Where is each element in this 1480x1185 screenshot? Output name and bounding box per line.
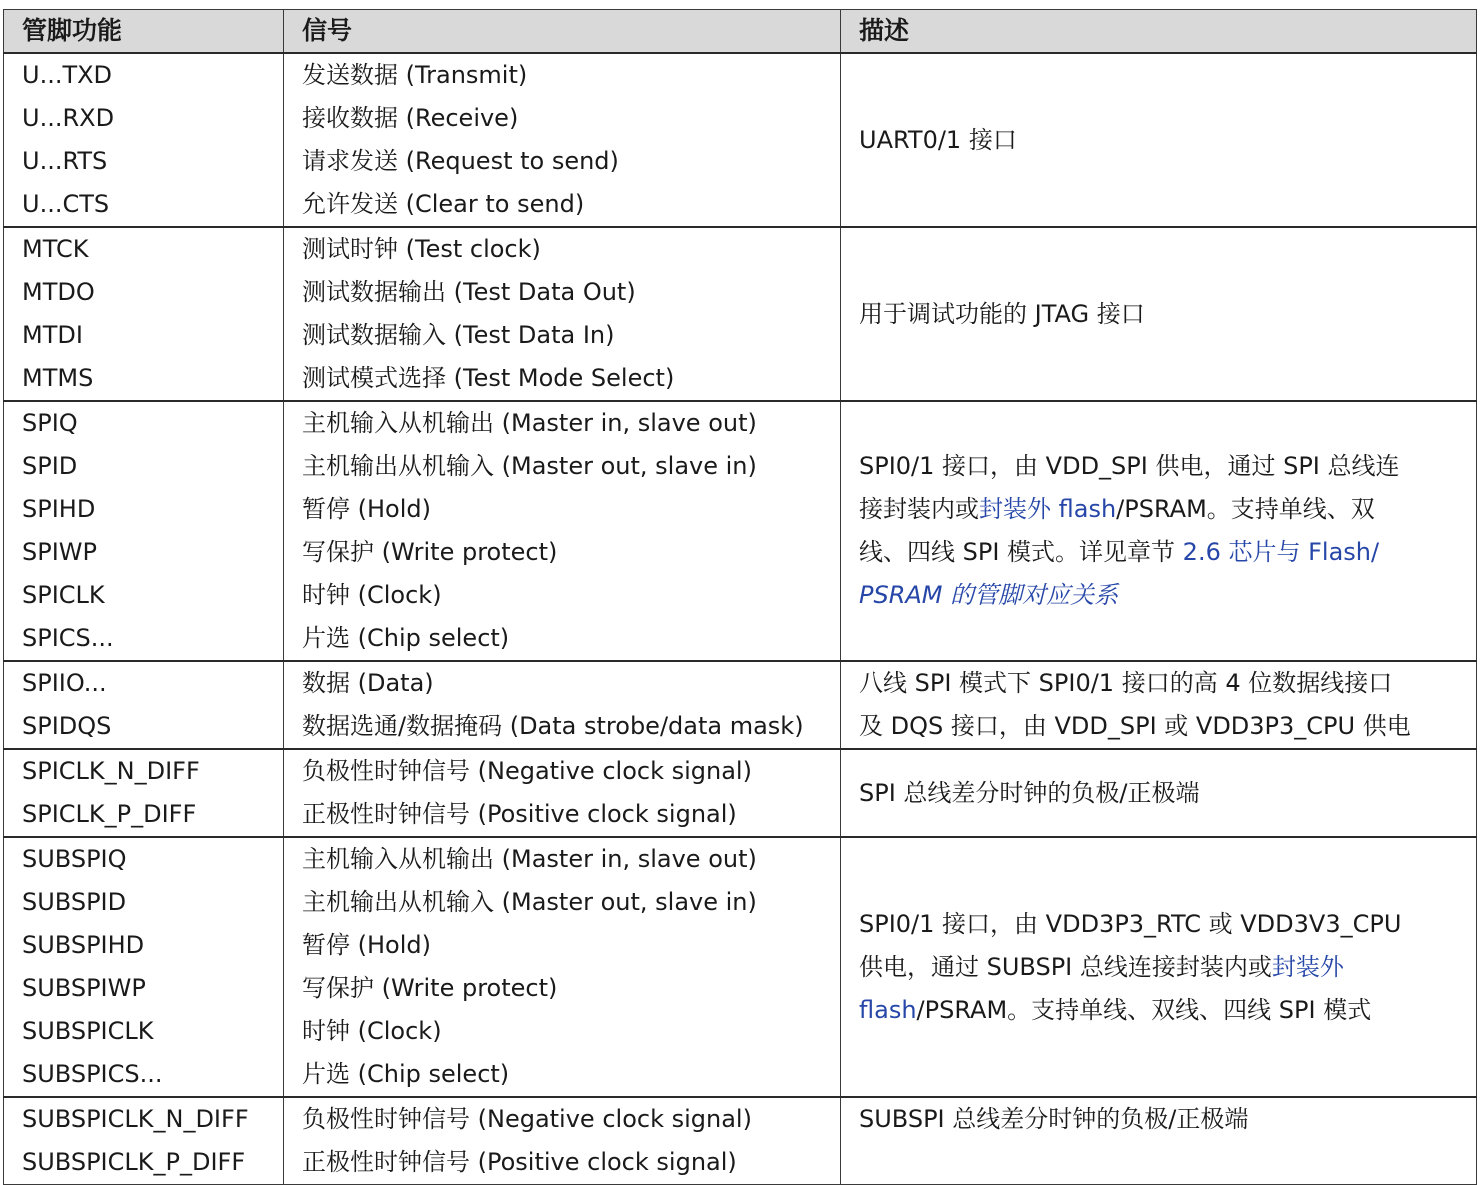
- pin-name: SPICLK: [22, 581, 105, 609]
- header-description: 描述: [841, 10, 1477, 54]
- description-text: SPI0/1 接口，由 VDD_SPI 供电，通过 SPI 总线连: [859, 452, 1400, 480]
- description-text: 线、四线 SPI 模式。详见章节: [859, 538, 1183, 566]
- description-line: [859, 488, 1458, 531]
- signal-name: 测试数据输出 (Test Data Out): [302, 278, 636, 306]
- pin-name: MTCK: [22, 235, 89, 263]
- section-reference-link[interactable]: 2.6 芯片与 Flash/: [1182, 538, 1380, 566]
- signal-name: 允许发送 (Clear to send): [302, 190, 585, 218]
- signal-name: 主机输入从机输出 (Master in, slave out): [302, 845, 757, 873]
- pin-name: SPICLK_P_DIFF: [22, 800, 197, 828]
- signal-name: 负极性时钟信号 (Negative clock signal): [302, 757, 752, 785]
- pin-name: SUBSPID: [22, 888, 127, 916]
- description-text: /PSRAM。支持单线、双线、四线 SPI 模式: [916, 995, 1372, 1024]
- signal-cell: [284, 837, 841, 1097]
- external-flash-link[interactable]: 封装外: [1271, 952, 1344, 981]
- description-line: [859, 946, 1458, 989]
- table-row-spi-octal: [4, 661, 1477, 749]
- pin-cell: [4, 227, 284, 401]
- description-cell: [841, 749, 1477, 837]
- description-cell: [841, 661, 1477, 749]
- header-row: [4, 10, 1477, 54]
- signal-name: 请求发送 (Request to send): [302, 147, 619, 175]
- pin-name: SPICS...: [22, 624, 114, 652]
- signal-name: 主机输出从机输入 (Master out, slave in): [302, 452, 757, 480]
- signal-name: 正极性时钟信号 (Positive clock signal): [302, 1148, 737, 1176]
- external-flash-link[interactable]: 封装外 flash: [979, 495, 1117, 523]
- pin-cell: [4, 53, 284, 227]
- pin-cell: [4, 401, 284, 661]
- pin-name: SPIDQS: [22, 712, 112, 740]
- description-line: [859, 445, 1458, 488]
- signal-name: 主机输入从机输出 (Master in, slave out): [302, 409, 757, 437]
- pin-name: SPID: [22, 452, 78, 480]
- table-row-subspi-diff-clock: [4, 1097, 1477, 1185]
- pin-name: SUBSPICLK_N_DIFF: [22, 1105, 249, 1133]
- description-text: 接封装内或: [859, 495, 979, 523]
- description-text: 用于调试功能的 JTAG 接口: [859, 299, 1145, 328]
- pin-name: SUBSPICLK: [22, 1017, 154, 1045]
- pin-name: SUBSPIHD: [22, 931, 145, 959]
- pin-name: U...TXD: [22, 61, 113, 89]
- header-pin-function: 管脚功能: [4, 10, 284, 54]
- signal-name: 测试模式选择 (Test Mode Select): [302, 364, 675, 392]
- description-text: 八线 SPI 模式下 SPI0/1 接口的高 4 位数据线接口: [859, 669, 1393, 697]
- pin-cell: [4, 661, 284, 749]
- signal-name: 正极性时钟信号 (Positive clock signal): [302, 800, 737, 828]
- pin-name: SPIIO...: [22, 669, 107, 697]
- pin-cell: [4, 837, 284, 1097]
- signal-cell: [284, 53, 841, 227]
- table-row-uart: [4, 53, 1477, 227]
- signal-name: 暂停 (Hold): [302, 495, 431, 523]
- pin-name: SPIQ: [22, 409, 78, 437]
- table-row-spi: [4, 401, 1477, 661]
- header-signal: 信号: [284, 10, 841, 54]
- description-cell: [841, 227, 1477, 401]
- pin-name: U...RTS: [22, 147, 108, 175]
- signal-cell: [284, 661, 841, 749]
- signal-name: 时钟 (Clock): [302, 581, 442, 609]
- pin-name: SUBSPIQ: [22, 845, 127, 873]
- signal-name: 片选 (Chip select): [302, 624, 510, 652]
- description-cell: [841, 837, 1477, 1097]
- description-text: UART0/1 接口: [859, 125, 1017, 154]
- signal-name: 主机输出从机输入 (Master out, slave in): [302, 888, 757, 916]
- description-text: SPI 总线差分时钟的负极/正极端: [859, 778, 1200, 807]
- pin-name: SUBSPICLK_P_DIFF: [22, 1148, 246, 1176]
- description-text: SUBSPI 总线差分时钟的负极/正极端: [859, 1105, 1249, 1133]
- pin-function-table: [3, 9, 1477, 1185]
- signal-cell: [284, 1097, 841, 1185]
- table-row-spi-diff-clock: [4, 749, 1477, 837]
- description-text: 供电，通过 SUBSPI 总线连接封装内或: [859, 952, 1272, 981]
- description-line: [859, 989, 1458, 1032]
- signal-name: 写保护 (Write protect): [302, 974, 558, 1002]
- table-row-jtag: [4, 227, 1477, 401]
- pin-name: SPIHD: [22, 495, 96, 523]
- pin-name: SPIWP: [22, 538, 97, 566]
- signal-name: 数据选通/数据掩码 (Data strobe/data mask): [302, 712, 804, 740]
- description-cell: [841, 401, 1477, 661]
- description-cell: [841, 53, 1477, 227]
- description-text: /PSRAM。支持单线、双: [1116, 495, 1375, 523]
- pin-cell: [4, 1097, 284, 1185]
- description-text: SPI0/1 接口，由 VDD3P3_RTC 或 VDD3V3_CPU: [859, 909, 1402, 938]
- section-reference-link[interactable]: PSRAM 的管脚对应关系: [859, 581, 1119, 609]
- signal-name: 负极性时钟信号 (Negative clock signal): [302, 1105, 752, 1133]
- signal-name: 测试数据输入 (Test Data In): [302, 321, 615, 349]
- description-cell: [841, 1097, 1477, 1185]
- signal-name: 发送数据 (Transmit): [302, 61, 528, 89]
- signal-name: 时钟 (Clock): [302, 1017, 442, 1045]
- pin-name: SUBSPICS...: [22, 1060, 163, 1088]
- description-line: [859, 574, 1458, 617]
- pin-name: U...CTS: [22, 190, 110, 218]
- signal-cell: [284, 401, 841, 661]
- pin-name: SUBSPIWP: [22, 974, 146, 1002]
- description-line: [859, 531, 1458, 574]
- signal-cell: [284, 227, 841, 401]
- pin-name: MTMS: [22, 364, 94, 392]
- signal-name: 数据 (Data): [302, 669, 434, 697]
- external-flash-link[interactable]: flash: [859, 995, 917, 1024]
- description-line: [859, 903, 1458, 946]
- pin-name: MTDO: [22, 278, 95, 306]
- signal-name: 接收数据 (Receive): [302, 104, 519, 132]
- table-row-subspi: [4, 837, 1477, 1097]
- signal-name: 暂停 (Hold): [302, 931, 431, 959]
- signal-name: 测试时钟 (Test clock): [302, 235, 541, 263]
- description-text: 及 DQS 接口，由 VDD_SPI 或 VDD3P3_CPU 供电: [859, 712, 1411, 740]
- pin-name: MTDI: [22, 321, 83, 349]
- signal-name: 片选 (Chip select): [302, 1060, 510, 1088]
- signal-cell: [284, 749, 841, 837]
- pin-name: SPICLK_N_DIFF: [22, 757, 200, 785]
- pin-cell: [4, 749, 284, 837]
- signal-name: 写保护 (Write protect): [302, 538, 558, 566]
- pin-name: U...RXD: [22, 104, 115, 132]
